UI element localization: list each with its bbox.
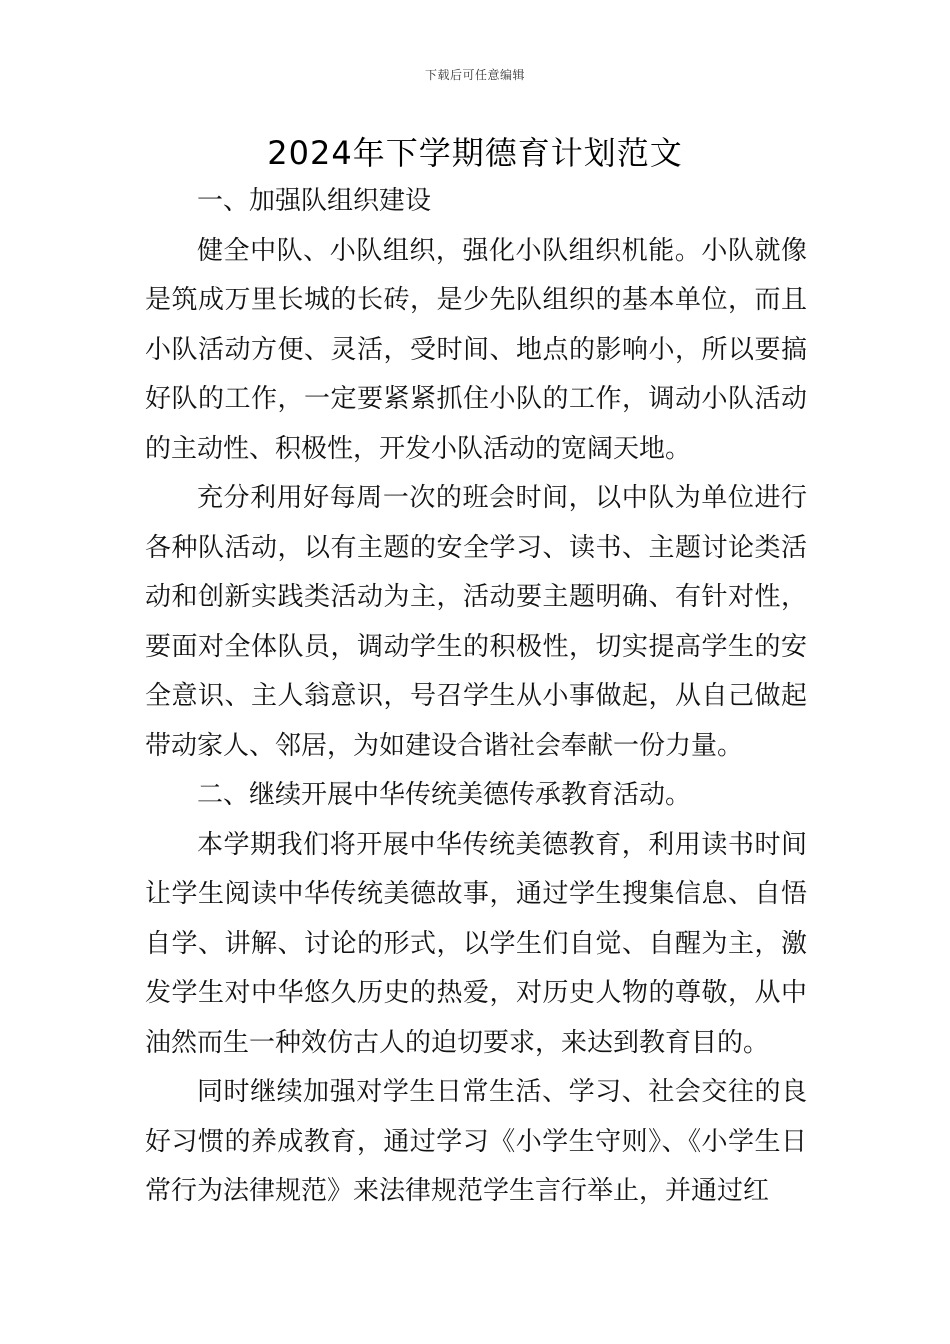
paragraph-4: 同时继续加强对学生日常生活、学习、社会交往的良好习惯的养成教育，通过学习《小学生守则》、《小学生日常行为法律规范》来法律规范学生言行举止，并通过红: [145, 1077, 807, 1206]
document-title: 2024年下学期德育计划范文: [267, 134, 683, 172]
section-heading-1: 一、加强队组织建设: [197, 186, 432, 216]
header-note: 下载后可任意编辑: [424, 68, 525, 82]
paragraph-3: 本学期我们将开展中华传统美德教育，利用读书时间让学生阅读中华传统美德故事，通过学生搜集信息、自悟自学、讲解、讨论的形式，以学生们自觉、自醒为主，激发学生对中华悠久历史的热爱，对历史人物的尊敬，从中油然而生一种效仿古人的迫切要求，来达到教育目的。: [145, 829, 807, 1058]
paragraph-2: 充分利用好每周一次的班会时间，以中队为单位进行各种队活动，以有主题的安全学习、读书、主题讨论类活动和创新实践类活动为主，活动要主题明确、有针对性，要面对全体队员，调动学生的积极性，切实提高学生的安全意识、主人翁意识，号召学生从小事做起，从自己做起带动家人、邻居，为如建设合谐社会奉献一份力量。: [145, 483, 807, 761]
paragraph-1: 健全中队、小队组织，强化小队组织机能。小队就像是筑成万里长城的长砖，是少先队组织的基本单位，而且小队活动方便、灵活，受时间、地点的影响小，所以要搞好队的工作，一定要紧紧抓住小队的工作，调动小队活动的主动性、积极性，开发小队活动的宽阔天地。: [145, 235, 807, 464]
document-body: [145, 177, 807, 1217]
section-heading-2: 二、继续开展中华传统美德传承教育活动。: [197, 780, 692, 810]
